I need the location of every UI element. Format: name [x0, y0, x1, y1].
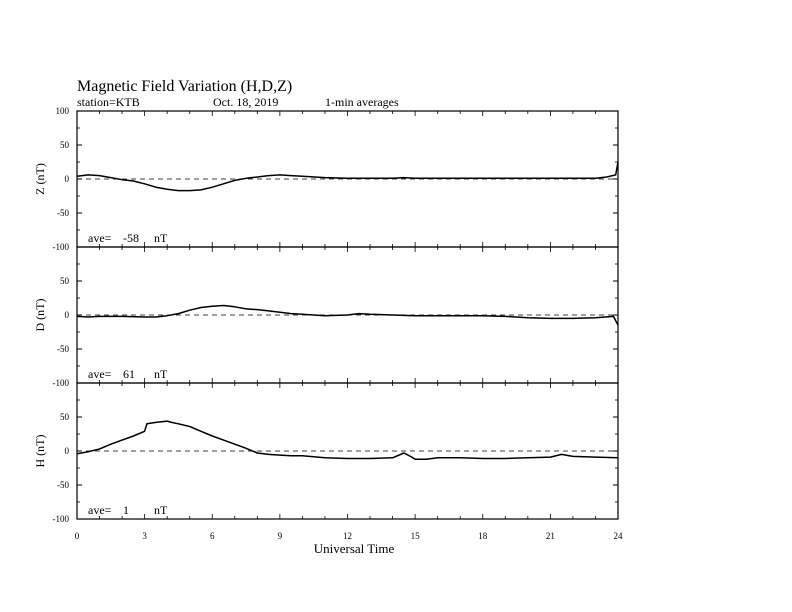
y-tick-label: 50: [60, 412, 69, 422]
panels-group: [33, 106, 623, 541]
panel-h-ave-label: ave=: [88, 503, 112, 517]
y-tick-label: 50: [60, 140, 69, 150]
date-label: Oct. 18, 2019: [213, 95, 279, 109]
panel-d-ave-value: 61: [123, 367, 135, 381]
panel-z-series-line: [77, 162, 618, 191]
y-tick-label: 0: [64, 310, 69, 320]
x-axis-label: Universal Time: [313, 541, 395, 556]
y-tick-label: 50: [60, 276, 69, 286]
panel-d-y-label: D (nT): [33, 298, 47, 332]
panel-z-ave-unit: nT: [154, 231, 168, 245]
y-tick-label: -50: [57, 344, 69, 354]
y-tick-label: -50: [57, 480, 69, 490]
x-tick-label: 9: [277, 531, 283, 541]
panel-h-series-line: [77, 421, 618, 459]
x-tick-label: 12: [343, 531, 352, 541]
station-label: station=KTB: [77, 95, 140, 109]
panel-z-y-label: Z (nT): [33, 163, 47, 195]
panel-h-y-label: H (nT): [33, 434, 47, 468]
x-tick-label: 6: [210, 531, 215, 541]
y-tick-label: -100: [52, 242, 69, 252]
x-tick-label: 0: [74, 531, 80, 541]
panel-d-ave-unit: nT: [154, 367, 168, 381]
panel-d-ave-label: ave=: [88, 367, 112, 381]
y-tick-label: -50: [57, 208, 69, 218]
panel-z-ave-label: ave=: [88, 231, 112, 245]
y-tick-label: -100: [52, 514, 69, 524]
averaging-label: 1-min averages: [325, 95, 399, 109]
chart-title: Magnetic Field Variation (H,D,Z): [77, 78, 293, 95]
y-tick-label: 0: [64, 174, 69, 184]
y-tick-label: -100: [52, 378, 69, 388]
x-tick-label: 18: [478, 531, 488, 541]
y-tick-label: 100: [55, 106, 69, 116]
panel-h-ave-value: 1: [123, 503, 129, 517]
x-tick-label: 24: [613, 531, 623, 541]
x-tick-label: 15: [410, 531, 420, 541]
x-tick-label: 21: [545, 531, 555, 541]
panel-h-ave-unit: nT: [154, 503, 168, 517]
x-tick-label: 3: [142, 531, 147, 541]
panel-z-ave-value: -58: [123, 231, 139, 245]
y-tick-label: 0: [64, 446, 69, 456]
